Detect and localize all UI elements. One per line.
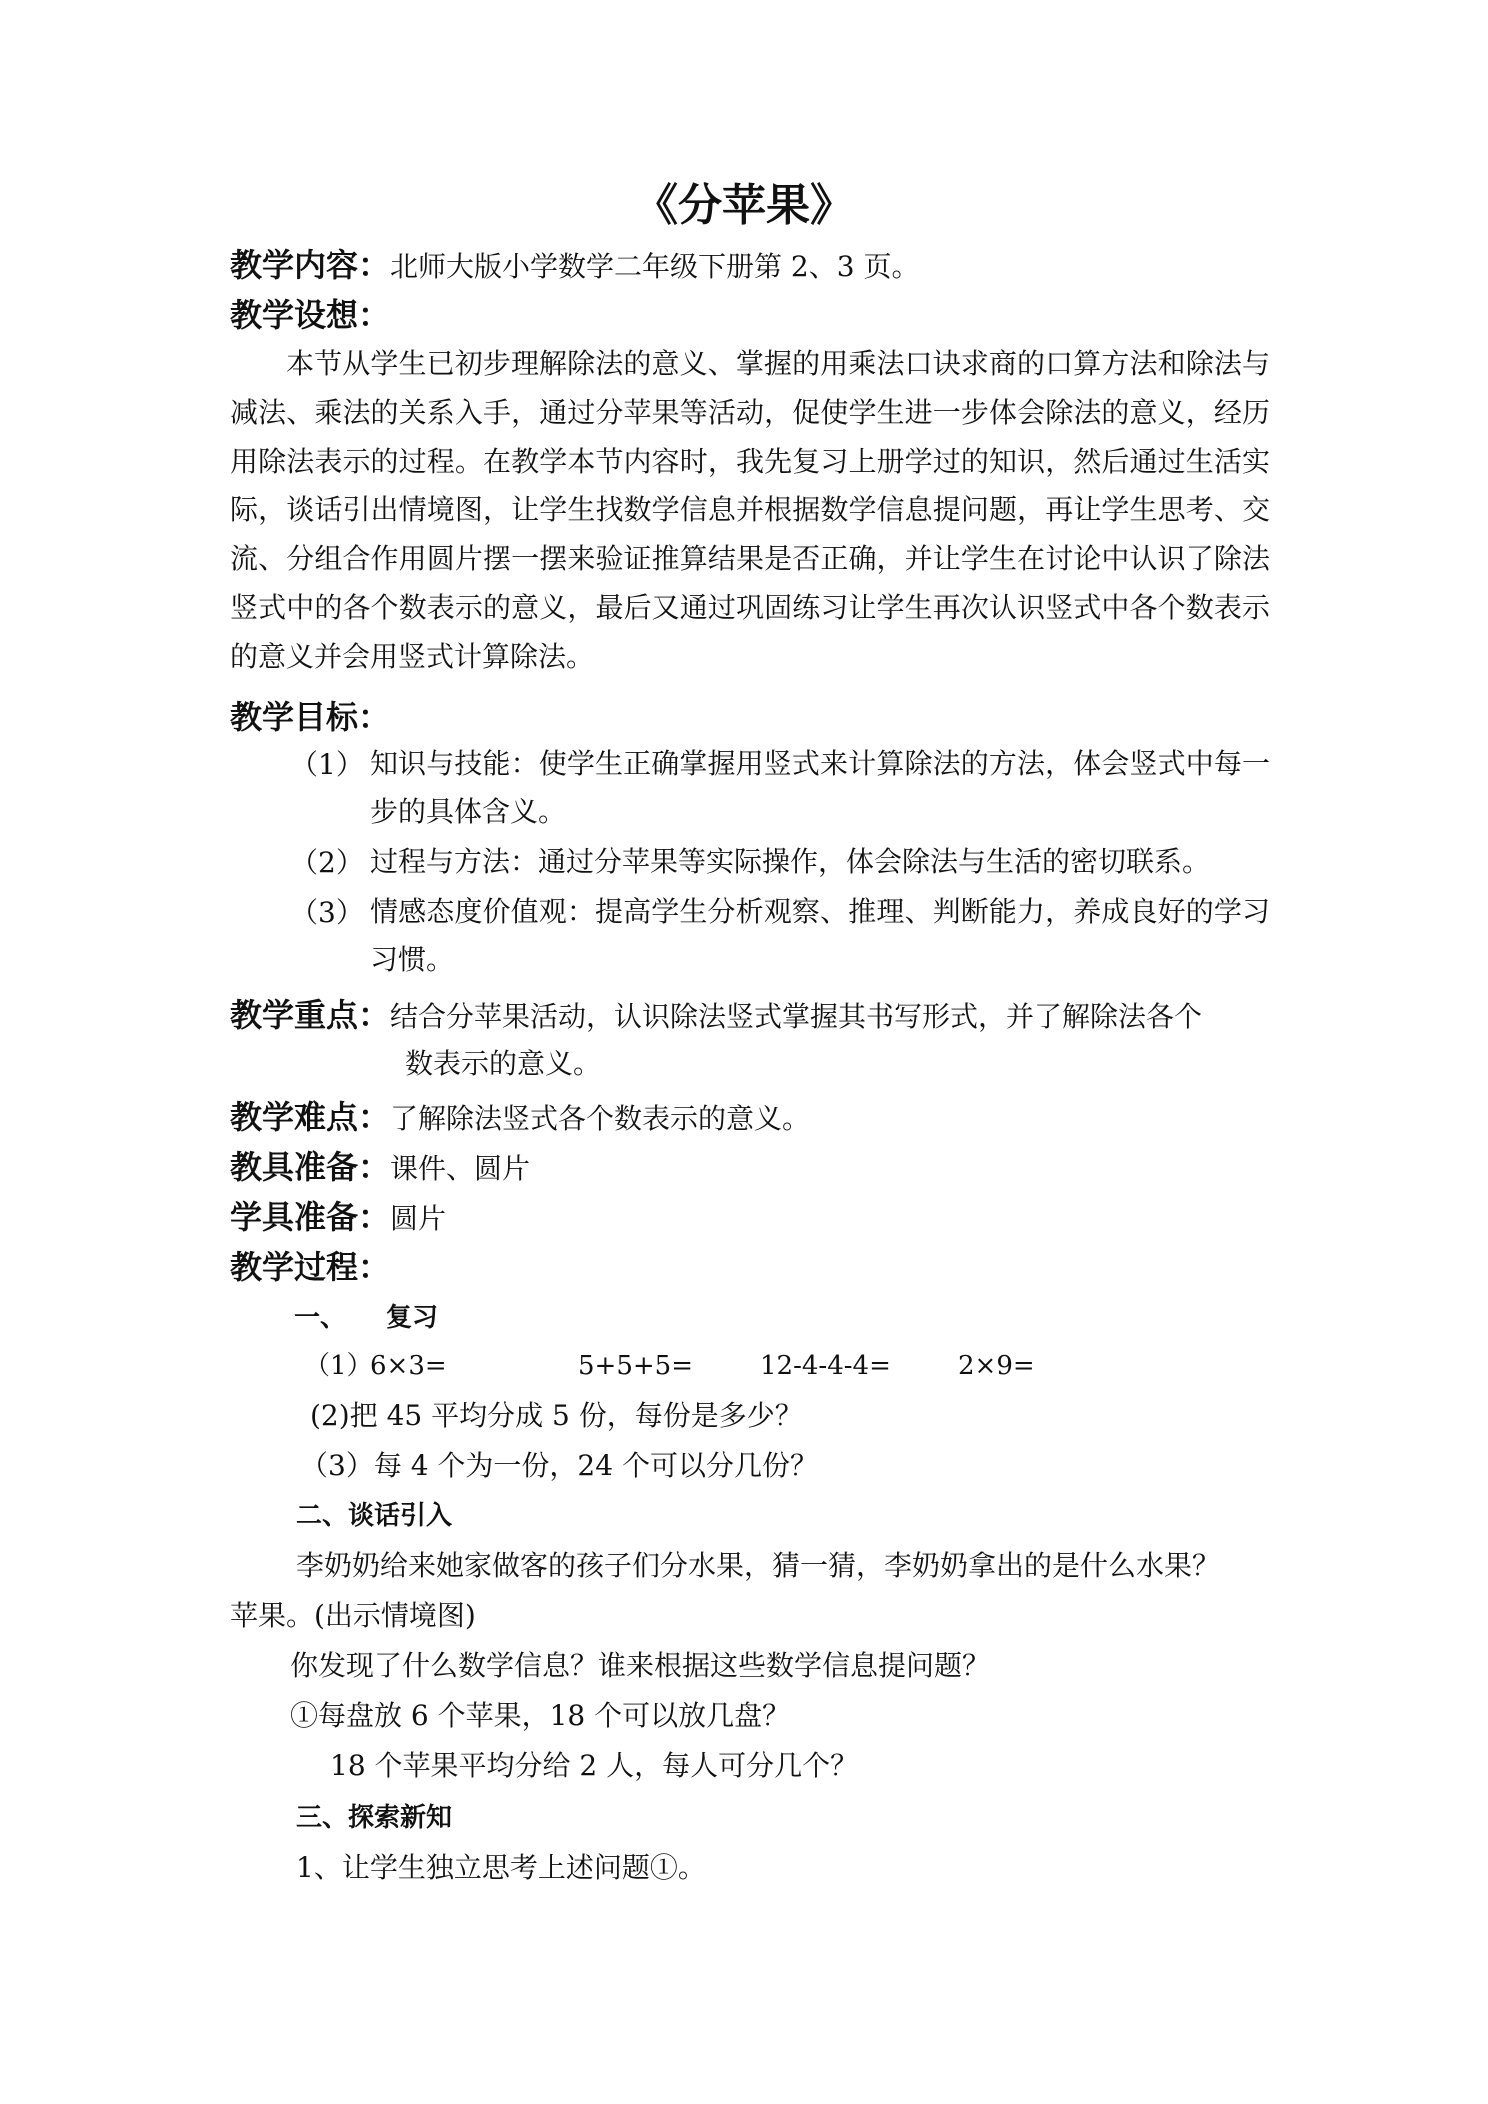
content-text: 北师大版小学数学二年级下册第 2、3 页。 — [390, 250, 920, 283]
section-3-title: 三、探索新知 — [296, 1803, 453, 1833]
teacher-tools-row — [230, 1142, 1270, 1194]
review-1-item-c: 12-4-4-4= — [760, 1351, 891, 1381]
key-point-line-1: 结合分苹果活动，认识除法竖式掌握其书写形式，并了解除法各个 — [390, 1000, 1203, 1033]
explore-step-1: 1、让学生独立思考上述问题①。 — [296, 1851, 706, 1884]
talk-line-1: 李奶奶给来她家做客的孩子们分水果，猜一猜，李奶奶拿出的是什么水果？ — [296, 1549, 1221, 1582]
question-1: ①每盘放 6 个苹果，18 个可以放几盘？ — [290, 1699, 791, 1732]
goal-1-text: 知识与技能：使学生正确掌握用竖式来计算除法的方法，体会竖式中每一步的具体含义。 — [370, 747, 1270, 828]
goal-2-text: 过程与方法：通过分苹果等实际操作，体会除法与生活的密切联系。 — [370, 845, 1211, 878]
question-2: 18 个苹果平均分给 2 人，每人可分几个？ — [330, 1749, 859, 1782]
document-title: 《分苹果》 — [634, 180, 854, 231]
talk-line-2: 苹果。(出示情境图) — [230, 1599, 476, 1632]
goal-1-number: （1） — [290, 748, 364, 781]
difficulty-text: 了解除法竖式各个数表示的意义。 — [390, 1102, 811, 1135]
student-tools-row — [230, 1192, 1270, 1244]
key-point-row — [230, 990, 1270, 1042]
goal-3-number: （3） — [290, 896, 364, 929]
key-point-line-2: 数表示的意义。 — [405, 1047, 602, 1080]
difficulty-label: 教学难点： — [230, 1098, 391, 1136]
review-1-item-a: 6×3= — [370, 1351, 447, 1381]
section-2-title: 二、谈话引入 — [296, 1501, 453, 1531]
review-1-number: （1） — [304, 1351, 373, 1381]
goal-2-number: （2） — [290, 846, 364, 879]
talk-line-3: 你发现了什么数学信息？谁来根据这些数学信息提问题？ — [290, 1649, 991, 1682]
content-row — [230, 240, 1270, 292]
section-1-number: 一、 — [294, 1303, 347, 1333]
difficulty-row — [230, 1092, 1270, 1144]
review-2: (2)把 45 平均分成 5 份，每份是多少？ — [310, 1399, 803, 1432]
content-label: 教学内容： — [230, 246, 391, 284]
student-tools-text: 圆片 — [390, 1202, 447, 1235]
goal-3-text: 情感态度价值观：提高学生分析观察、推理、判断能力，养成良好的学习习惯。 — [370, 895, 1270, 976]
student-tools-label: 学具准备： — [230, 1198, 391, 1236]
review-1-item-b: 5+5+5= — [578, 1351, 693, 1381]
teacher-tools-text: 课件、圆片 — [390, 1152, 531, 1185]
goals-label: 教学目标： — [230, 698, 391, 736]
design-paragraph: 本节从学生已初步理解除法的意义、掌握的用乘法口诀求商的口算方法和除法与减法、乘法的关系入手，通过分苹果等活动，促使学生进一步体会除法的意义，经历用除法表示的过程。在教学本节内容时，我先复习上册学过的知识，然后通过生活实际，谈话引出情境图，让学生找数学信息并根据数学信息提问题，再让学生思考、交流、分组合作用圆片摆一摆来验证推算结果是否正确，并让学生在讨论中认识了除法竖式中的各个数表示的意义，最后又通过巩固练习让学生再次认识竖式中各个数表示的意义并会用竖式计算除法。 — [230, 347, 1270, 673]
section-1-title: 复习 — [386, 1303, 439, 1333]
design-label: 教学设想： — [230, 296, 391, 334]
key-point-label: 教学重点： — [230, 996, 391, 1034]
review-3: （3）每 4 个为一份，24 个可以分几份？ — [300, 1449, 818, 1482]
review-1-item-d: 2×9= — [958, 1351, 1035, 1381]
teacher-tools-label: 教具准备： — [230, 1148, 391, 1186]
process-label: 教学过程： — [230, 1248, 391, 1286]
